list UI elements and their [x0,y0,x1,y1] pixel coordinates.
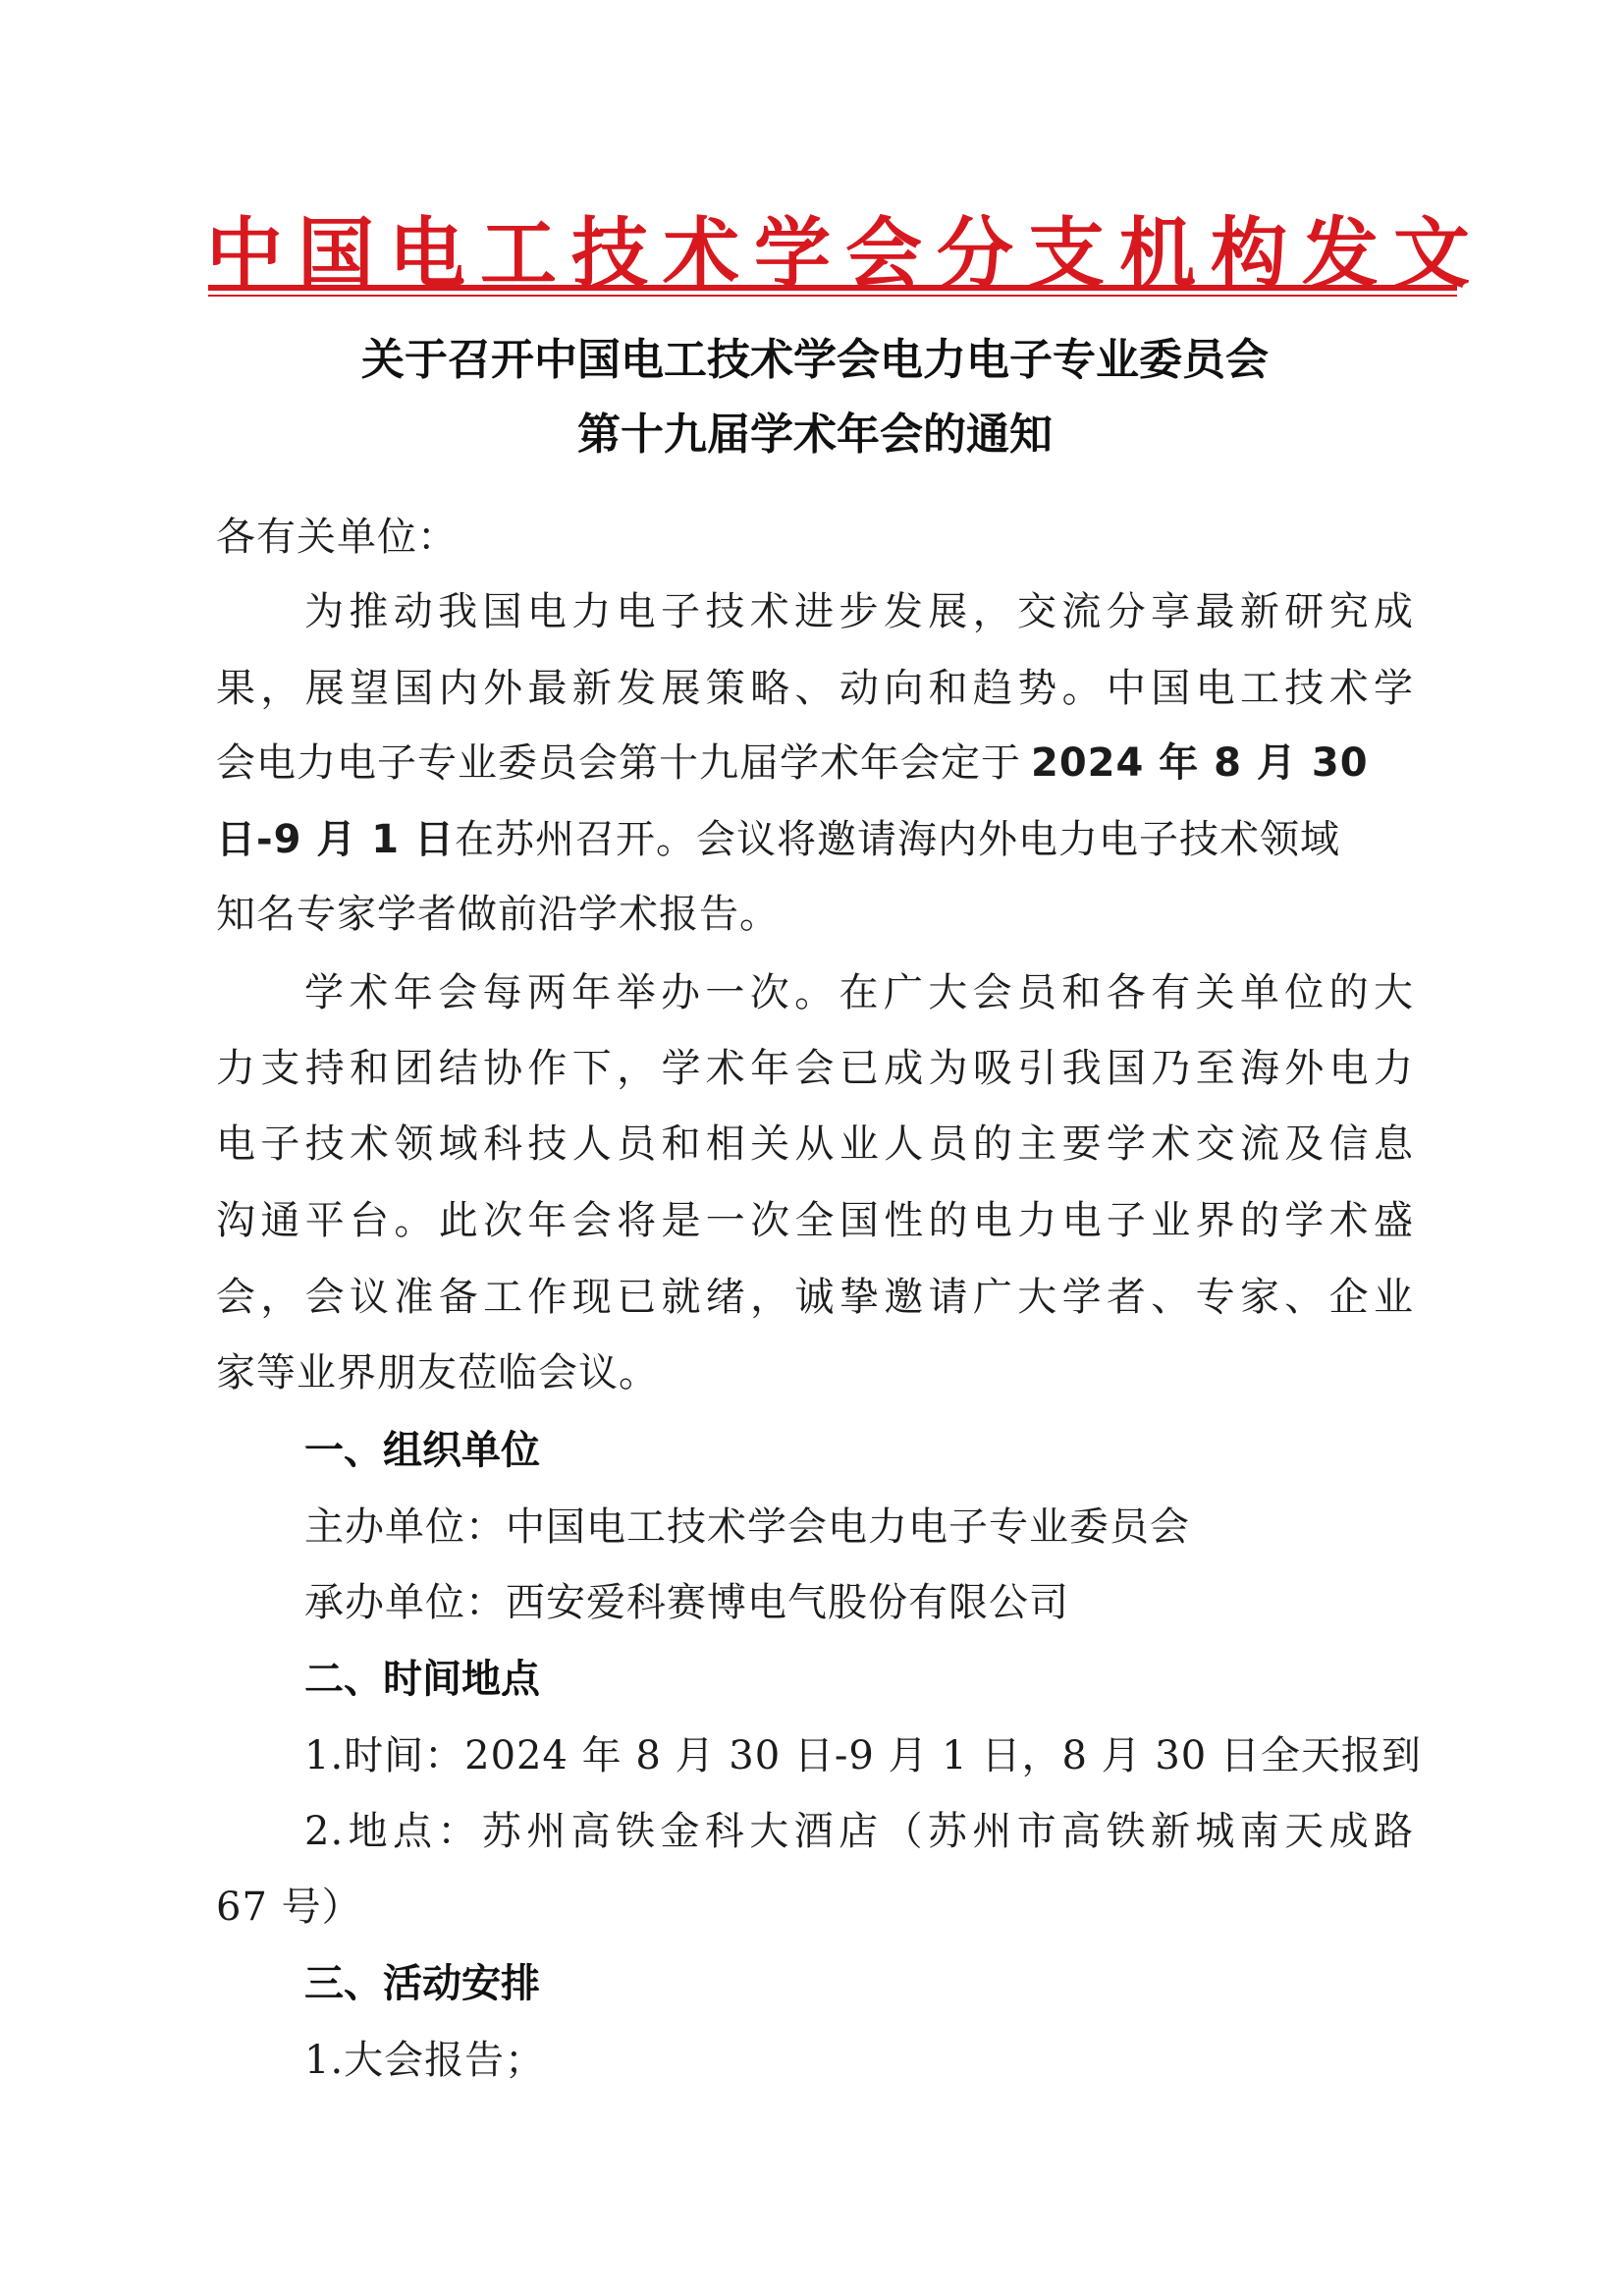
paragraph-2-line-5: 会，会议准备工作现已就绪，诚挚邀请广大学者、专家、企业 [216,1275,1414,1320]
salutation: 各有关单位： [216,515,458,560]
paragraph-1-line-3 [216,738,1414,788]
paragraph-2-line-3: 电子技术领域科技人员和相关从业人员的主要学术交流及信息 [216,1121,1414,1167]
notice-title-line-2: 第十九届学术年会的通知 [577,410,1053,460]
meeting-time: 1.时间：2024 年 8 月 30 日-9 月 1 日，8 月 30 日全天报到 [304,1733,1422,1778]
paragraph-1-line-2: 果，展望国内外最新发展策略、动向和趋势。中国电工技术学 [216,666,1414,711]
paragraph-2-line-4: 沟通平台。此次年会将是一次全国性的电力电子业界的学术盛 [216,1198,1414,1243]
letterhead-rule-thick [208,285,1457,291]
letterhead-title: 中国电工技术学会分支机构发文 [206,209,1486,299]
paragraph-2-line-2: 力支持和团结协作下，学术年会已成为吸引我国乃至海外电力 [216,1046,1414,1091]
host-unit: 主办单位：中国电工技术学会电力电子专业委员会 [304,1504,1190,1550]
paragraph-1-line-4 [216,815,1414,864]
paragraph-2-line-1: 学术年会每两年举办一次。在广大会员和各有关单位的大 [304,970,1414,1015]
meeting-place-line-1: 2.地点：苏州高铁金科大酒店（苏州市高铁新城南天成路 [304,1809,1414,1854]
paragraph-1-line-5: 知名专家学者做前沿学术报告。 [216,892,780,937]
letterhead-rule-thin [208,295,1457,297]
activity-item-1: 1.大会报告； [304,2038,546,2083]
paragraph-1-line-4-text: 在苏州召开。会议将邀请海内外电力电子技术领域 [455,817,1341,862]
section-heading-activities: 三、活动安排 [304,1961,540,2006]
notice-title-line-1: 关于召开中国电工技术学会电力电子专业委员会 [361,335,1269,385]
meeting-date-start: 2024 年 8 月 30 [1031,740,1369,786]
section-heading-time-place: 二、时间地点 [304,1657,540,1702]
paragraph-1-line-3-text: 会电力电子专业委员会第十九届学术年会定于 [216,740,1021,786]
meeting-date-end: 日-9 月 1 日 [216,817,456,862]
section-heading-organization: 一、组织单位 [304,1428,540,1473]
paragraph-2-line-6: 家等业界朋友莅临会议。 [216,1350,659,1395]
paragraph-1-line-1: 为推动我国电力电子技术进步发展，交流分享最新研究成 [304,589,1414,634]
meeting-place-line-2: 67 号） [216,1885,362,1930]
organizer-unit: 承办单位：西安爱科赛博电气股份有限公司 [304,1580,1069,1625]
